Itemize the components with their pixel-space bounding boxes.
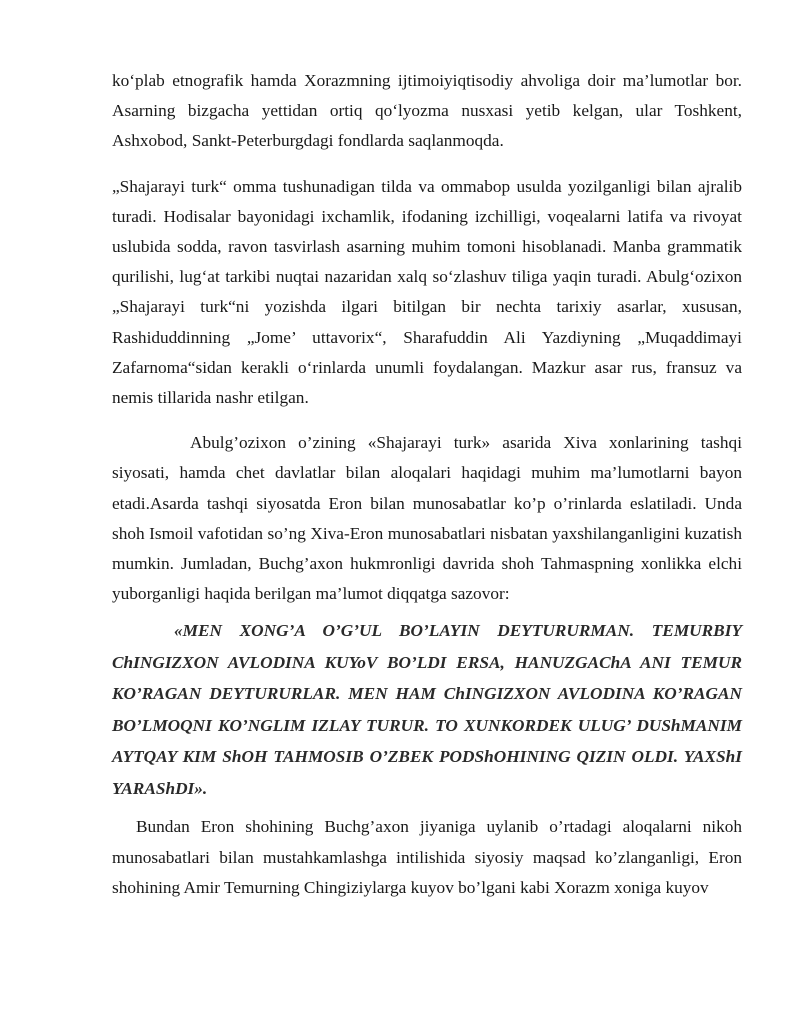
paragraph-foreign-policy: Abulg’ozixon o’zining «Shajarayi turk» asarida Xiva xonlarining tashqi siyosati, hamda chet davlatlar bilan aloqalari haqidagi muhim ma’lumotlarni bayon etadi.Asarda tashqi siyosatda Eron bilan munosabatlar ko’p o’rinlarda eslatiladi. Unda shoh Ismoil vafotidan so’ng Xiva-Eron munosabatlari nisbatan yaxshilanganligini kuzatish mumkin. Jumladan, Buchg’axon hukmronligi davrida shoh Tahmaspning xonlikka elchi yuborganligi haqida berilgan ma’lumot diqqatga sazovor: <box>112 433 742 604</box>
paragraph-conclusion: Bundan Eron shohining Buchg’axon jiyaniga uylanib o’rtadagi aloqalarni nikoh munosabatlari bilan mustahkamlashga intilishida siyosiy maqsad ko’zlanganligi, Eron shohining Amir Temurning Chingiziylarga kuyov bo’lgani kabi Xorazm xoniga kuyov <box>112 817 742 897</box>
paragraph-manuscripts: ko‘plab etnografik hamda Xorazmning ijtimoiyiqtisodiy ahvoliga doir ma’lumotlar bor. Asarning bizgacha yettidan ortiq qo‘lyozma nusxasi yetib kelgan, ular Toshkent, Ashxobod, Sankt-Peterburgdagi fondlarda saqlanmoqda. <box>112 71 742 151</box>
document-page <box>112 66 742 903</box>
paragraph-language-style: „Shajarayi turk“ omma tushunadigan tilda va ommabop usulda yozilganligi bilan ajralib turadi. Hodisalar bayonidagi ixchamlik, ifodaning izchilligi, voqealarni latifa va rivoyat uslubida sodda, ravon tasvirlash asarning muhim tomoni hisoblanadi. Manba grammatik qurilishi, lug‘at tarkibi nuqtai nazaridan xalq so‘zlashuv tiliga yaqin turadi. Abulg‘ozixon „Shajarayi turk“ni yozishda ilgari bitilgan bir nechta tarixiy asarlar, xususan, Rashiduddinning „Jome’ uttavorix“, Sharafuddin Ali Yazdiyning „Muqaddimayi Zafarnoma“sidan kerakli o‘rinlarda unumli foydalangan. Mazkur asar rus, fransuz va nemis tillarida nashr etilgan. <box>112 176 742 408</box>
quote-block: «MEN XONG’A O’G’UL BO’LAYIN DEYTURURMAN. TEMURBIY ChINGIZXON AVLODINA KUYoV BO’LDI ERSA, HANUZGAChA ANI TEMUR KO’RAGAN DEYTURURLAR. MEN HAM ChINGIZXON AVLODINA KO’RAGAN BO’LMOQNI KO’NGLIM IZLAY TURUR. TO XUNKORDEK ULUG’ DUShMANIM AYTQAY KIM ShOH TAHMOSIB O’ZBEK PODShOHINING QIZIN OLDI. YAXShI YARAShDI». <box>112 621 742 798</box>
